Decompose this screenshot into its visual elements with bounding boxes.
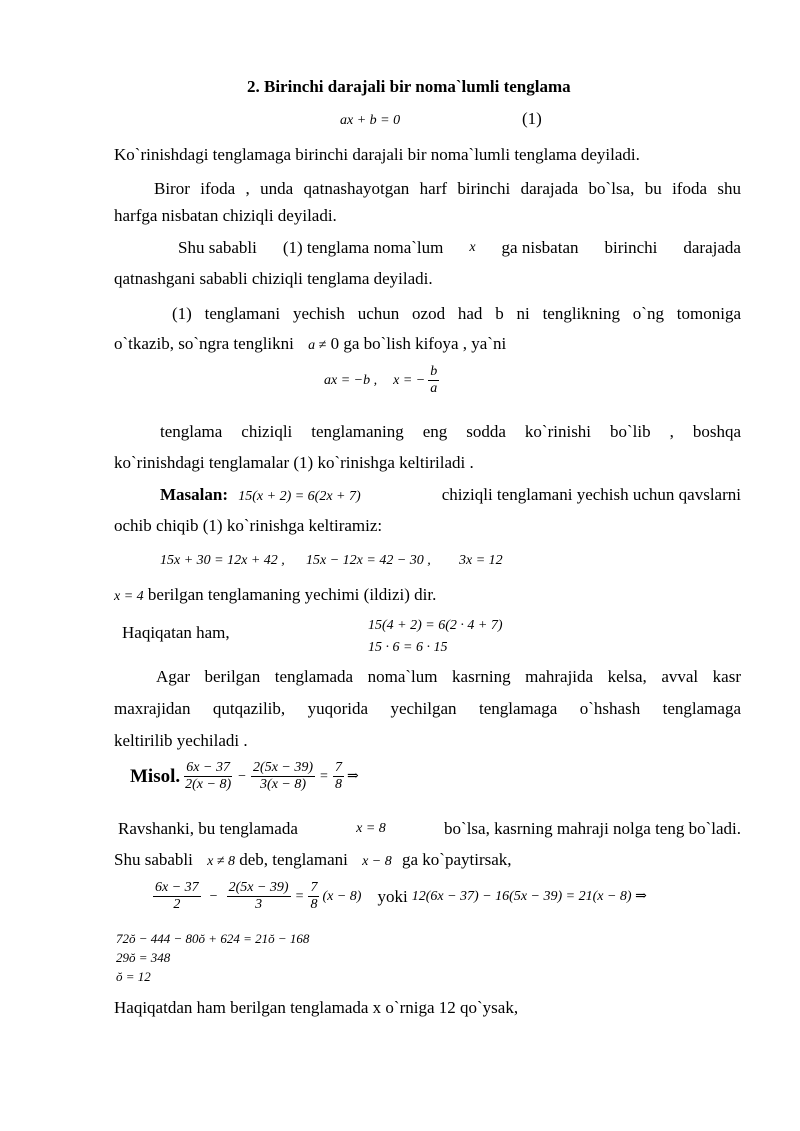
root-equation: x = 4 xyxy=(114,589,144,604)
eq2-left: ax = −b , xyxy=(324,372,378,388)
eq3-rhs: 12(6x − 37) − 16(5x − 39) = 21(x − 8) ⇒ xyxy=(411,888,647,904)
paragraph-7-line-1: Agar berilgan tenglamada noma`lum kasrning mahrajida kelsa, avval kasr xyxy=(156,667,741,686)
equation-3 xyxy=(150,880,647,913)
eq2-denominator: a xyxy=(430,381,438,396)
misol-f3-denominator: 8 xyxy=(334,777,342,792)
page-title: 2. Birinchi darajali bir noma`lumli tenglama xyxy=(247,77,571,96)
step-1: 15x + 30 = 12x + 42 , xyxy=(160,553,285,568)
misol-equals: = xyxy=(320,768,328,784)
paragraph-7-line-3: keltirilib yechiladi . xyxy=(114,731,248,750)
misol-line xyxy=(130,760,359,793)
p4-condition: a ≠ xyxy=(308,338,327,353)
p8b-condition: x ≠ 8 xyxy=(207,854,236,869)
eq2-fraction xyxy=(428,364,439,397)
p8-text-pre: Ravshanki, bu tenglamada xyxy=(118,819,298,838)
eq3-f1-numerator: 6x − 37 xyxy=(155,880,199,895)
paragraph-7-line-2: maxrajidan qutqazilib, yuqorida yechilgan tenglamaga o`hshash tenglamaga xyxy=(114,699,741,718)
p3-word-2: (1) tenglama noma`lum xyxy=(282,238,444,257)
eq3-f2-denominator: 3 xyxy=(255,897,263,912)
p4-text-pre: o`tkazib, so`ngra tenglikni xyxy=(114,334,294,353)
eq3-f3-denominator: 8 xyxy=(310,897,318,912)
paragraph-2-line-1: Biror ifoda , unda qatnashayotgan harf birinchi darajada bo`lsa, bu ifoda shu xyxy=(154,179,741,198)
paragraph-2-line-2: harfga nisbatan chiziqli deyiladi. xyxy=(114,206,337,225)
eq3-f1-denominator: 2 xyxy=(173,897,181,912)
eq3-yoki: yoki xyxy=(377,886,408,906)
paragraph-8-line-2 xyxy=(114,849,512,873)
step-2: 15x − 12x = 42 − 30 , xyxy=(306,553,431,568)
equation-2 xyxy=(324,364,442,397)
misol-minus: − xyxy=(238,768,247,784)
eq3-f2-numerator: 2(5x − 39) xyxy=(228,880,289,895)
root-line xyxy=(114,584,436,608)
p3-word-4: birinchi xyxy=(604,238,658,257)
p8b-pre: Shu sababli xyxy=(114,850,193,869)
misol-fraction-3 xyxy=(333,760,344,793)
work-line-2: 29ŏ = 348 xyxy=(116,950,171,965)
paragraph-8-line-1 xyxy=(118,818,741,840)
check-line-1: 15(4 + 2) = 6(2 · 4 + 7) xyxy=(368,618,503,633)
last-line: Haqiqatdan ham berilgan tenglamada x o`rniga 12 qo`ysak, xyxy=(114,998,519,1017)
misol-f1-numerator: 6x − 37 xyxy=(186,760,230,775)
paragraph-6-line-2: ochib chiqib (1) ko`rinishga keltiramiz: xyxy=(114,516,383,535)
equation-1: ax + b = 0 xyxy=(340,113,401,128)
eq3-fraction-3 xyxy=(308,880,319,913)
misol-f1-denominator: 2(x − 8) xyxy=(185,777,232,792)
p8-condition: x = 8 xyxy=(356,821,386,836)
eq3-equals: = xyxy=(295,888,304,904)
eq3-tail: (x − 8) xyxy=(322,888,362,904)
paragraph-3-line-2: qatnashgani sababli chiziqli tenglama deyiladi. xyxy=(114,269,433,288)
paragraph-5-line-2: ko`rinishdagi tenglamalar (1) ko`rinishga keltiriladi . xyxy=(114,453,474,472)
paragraph-1: Ko`rinishdagi tenglamaga birinchi darajali bir noma`lumli tenglama deyiladi. xyxy=(114,145,640,164)
check-label: Haqiqatan ham, xyxy=(122,623,230,642)
paragraph-5-line-1: tenglama chiziqli tenglamaning eng sodda ko`rinishi bo`lib , boshqa xyxy=(160,422,741,441)
example-label: Masalan: xyxy=(160,485,228,504)
p3-word-1: Shu sababli xyxy=(178,238,257,257)
misol-label: Misol. xyxy=(130,765,181,787)
step-3: 3x = 12 xyxy=(459,553,503,568)
misol-fraction-1 xyxy=(183,760,233,793)
example-line xyxy=(160,484,741,508)
example-equation: 15(x + 2) = 6(2x + 7) xyxy=(238,489,361,504)
eq3-minus: − xyxy=(209,888,218,904)
check-line-2: 15 · 6 = 6 · 15 xyxy=(368,640,448,655)
p4-text-post: 0 ga bo`lish kifoya , ya`ni xyxy=(330,334,507,353)
p3-var-x: x xyxy=(469,240,476,255)
misol-f2-denominator: 3(x − 8) xyxy=(260,777,307,792)
misol-f2-numerator: 2(5x − 39) xyxy=(253,760,314,775)
work-line-1: 72ŏ − 444 − 80ŏ + 624 = 21ŏ − 168 xyxy=(116,931,310,946)
paragraph-3-line-1 xyxy=(178,237,741,259)
misol-implies: ⇒ xyxy=(346,768,359,784)
eq3-fraction-2 xyxy=(227,880,291,913)
eq3-f3-numerator: 7 xyxy=(310,880,318,895)
p8b-mid: deb, tenglamani xyxy=(239,850,348,869)
eq3-fraction-1 xyxy=(153,880,201,913)
equation-1-number: (1) xyxy=(522,109,542,128)
paragraph-4-line-2 xyxy=(114,333,506,357)
eq2-lhs: x = − xyxy=(393,372,426,388)
p3-word-3: ga nisbatan xyxy=(501,238,579,257)
eq2-numerator: b xyxy=(430,364,438,379)
p8b-factor: x − 8 xyxy=(362,854,392,869)
paragraph-4-line-1: (1) tenglamani yechish uchun ozod had b ni tenglikning o`ng tomoniga xyxy=(172,304,741,323)
example-text: chiziqli tenglamani yechish uchun qavslarni xyxy=(441,485,741,504)
misol-f3-numerator: 7 xyxy=(334,760,342,775)
misol-fraction-2 xyxy=(251,760,315,793)
work-line-3: ŏ = 12 xyxy=(116,969,151,984)
p8b-post: ga ko`paytirsak, xyxy=(402,850,512,869)
p8-text-post: bo`lsa, kasrning mahraji nolga teng bo`ladi. xyxy=(444,819,741,838)
p3-word-5: darajada xyxy=(683,238,741,257)
root-text: berilgan tenglamaning yechimi (ildizi) dir. xyxy=(147,585,437,604)
